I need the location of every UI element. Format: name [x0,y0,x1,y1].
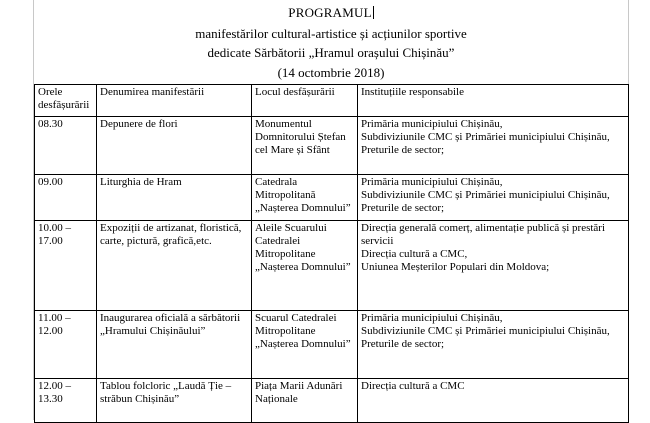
cell-responsible: Primăria municipiului Chișinău, Subdiviziunile CMC și Primăriei municipiului Chișinău, Preturile de sector; [358,311,629,379]
document-date: (14 octombrie 2018) [277,65,385,80]
table-row [35,379,629,423]
cell-responsible: Direcția cultură a CMC [358,379,629,423]
cell-event: Expoziții de artizanat, floristică, carte, pictură, grafică,etc. [97,221,252,311]
cell-time: 11.00 – 12.00 [35,311,97,379]
cell-responsible: Primăria municipiului Chișinău, Subdiviziunile CMC și Primăriei municipiului Chișinău, Preturile de sector; [358,175,629,221]
cell-event: Depunere de flori [97,117,252,175]
header-time: Orele desfășurării [35,85,97,117]
subtitle-line-1: manifestărilor cultural-artistice și acțiunilor sportive [195,26,467,41]
table-row [35,117,629,175]
cell-event: Inaugurarea oficială a sărbătorii „Hramului Chișinăului” [97,311,252,379]
header-event: Denumirea manifestării [97,85,252,117]
table-header-row [35,85,629,117]
table-row [35,175,629,221]
cell-place: Scuarul Catedralei Mitropolitane „Nașterea Domnului” [252,311,358,379]
header-responsible: Instituțiile responsabile [358,85,629,117]
cell-time: 08.30 [35,117,97,175]
table-row [35,311,629,379]
subtitle-line-2: dedicate Sărbătorii „Hramul orașului Chișinău” [207,45,455,60]
cell-time: 09.00 [35,175,97,221]
cell-time: 12.00 – 13.30 [35,379,97,423]
cell-event: Tablou folcloric „Laudă Ție – străbun Chișinău” [97,379,252,423]
cell-event: Liturghia de Hram [97,175,252,221]
cell-responsible: Primăria municipiului Chișinău, Subdiviziunile CMC și Primăriei municipiului Chișinău, Preturile de sector; [358,117,629,175]
document-page [33,0,629,420]
table-row [35,221,629,311]
cell-responsible: Direcția generală comerț, alimentație publică și prestări servicii Direcția cultură a CMC, Uniunea Meșterilor Populari din Moldova; [358,221,629,311]
header-place: Locul desfășurării [252,85,358,117]
program-table [34,84,629,423]
cell-place: Piața Marii Adunări Naționale [252,379,358,423]
cell-place: Catedrala Mitropolitană „Nașterea Domnului” [252,175,358,221]
cell-time: 10.00 – 17.00 [35,221,97,311]
document-title: PROGRAMUL [288,5,372,20]
cell-place: Monumentul Domnitorului Ștefan cel Mare și Sfânt [252,117,358,175]
text-cursor [373,6,374,19]
cell-place: Aleile Scuarului Catedralei Mitropolitane „Nașterea Domnului” [252,221,358,311]
